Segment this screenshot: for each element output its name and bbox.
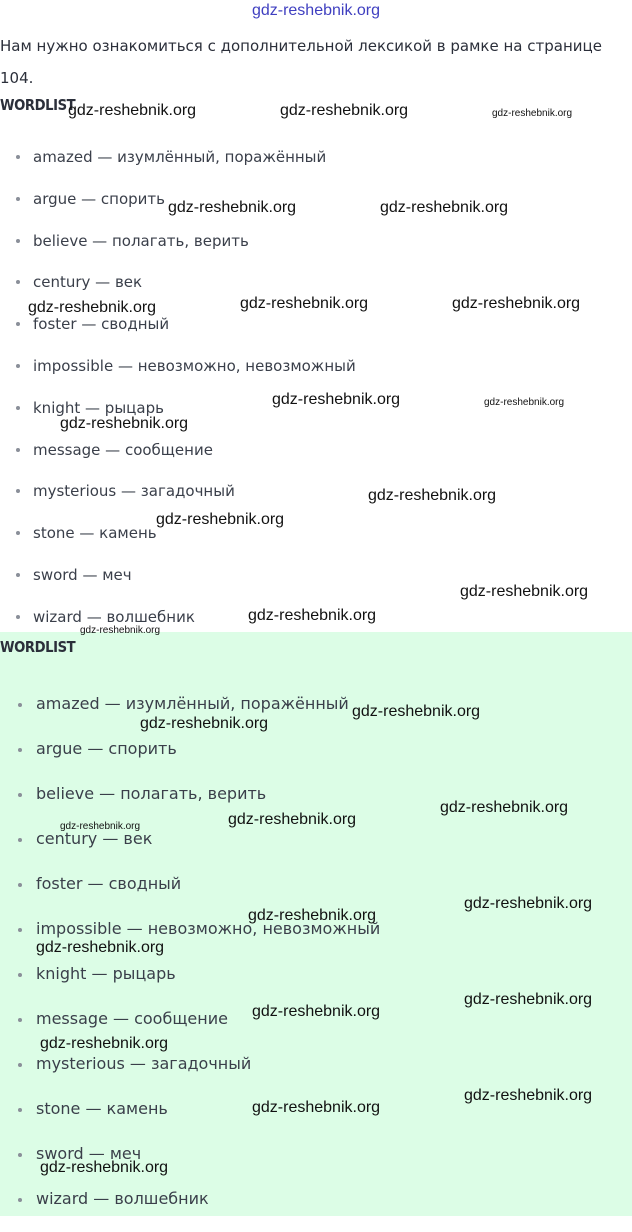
watermark: gdz-reshebnik.org	[40, 1159, 169, 1176]
bullet-icon	[18, 1063, 22, 1067]
bullet-icon	[18, 748, 22, 752]
bullet-icon	[18, 1108, 22, 1112]
list-item	[0, 145, 356, 187]
watermark: gdz-reshebnik.org	[240, 295, 369, 312]
list-item	[0, 1187, 380, 1232]
list-item-text: century — век	[33, 273, 143, 292]
bullet-icon	[16, 406, 20, 410]
list-item-text: foster — сводный	[33, 315, 170, 334]
list-item-text: foster — сводный	[36, 874, 182, 893]
list-item-text: mysterious — загадочный	[36, 1054, 252, 1073]
watermark: gdz-reshebnik.org	[80, 625, 161, 636]
bullet-icon	[18, 1018, 22, 1022]
watermark: gdz-reshebnik.org	[460, 583, 589, 600]
bullet-icon	[18, 973, 22, 977]
list-item-text: argue — спорить	[36, 739, 177, 758]
list-item	[0, 827, 380, 872]
bullet-icon	[18, 703, 22, 707]
watermark: gdz-reshebnik.org	[440, 799, 569, 816]
watermark: gdz-reshebnik.org	[452, 295, 581, 312]
list-item-text: message — сообщение	[36, 1009, 228, 1028]
watermark: gdz-reshebnik.org	[140, 715, 269, 732]
bullet-icon	[18, 793, 22, 797]
watermark: gdz-reshebnik.org	[380, 199, 509, 216]
bullet-icon	[16, 448, 20, 452]
watermark: gdz-reshebnik.org	[248, 607, 377, 624]
list-item	[0, 962, 380, 1007]
watermark: gdz-reshebnik.org	[228, 811, 357, 828]
watermark: gdz-reshebnik.org	[60, 821, 141, 832]
watermark: gdz-reshebnik.org	[60, 415, 189, 432]
list-item-text: impossible — невозможно, невозможный	[36, 919, 381, 938]
site-header-watermark: gdz-reshebnik.org	[251, 2, 381, 19]
bullet-icon	[16, 322, 20, 326]
bullet-icon	[16, 239, 20, 243]
watermark: gdz-reshebnik.org	[28, 299, 157, 316]
list-item	[0, 229, 356, 271]
watermark: gdz-reshebnik.org	[248, 907, 377, 924]
bullet-icon	[18, 928, 22, 932]
list-item-text: believe — полагать, верить	[33, 231, 249, 250]
bullet-icon	[16, 364, 20, 368]
list-item-text: sword — меч	[36, 1144, 142, 1163]
list-item	[0, 438, 356, 480]
list-item-text: message — сообщение	[33, 440, 213, 459]
watermark: gdz-reshebnik.org	[272, 391, 401, 408]
list-item	[0, 354, 356, 396]
bullet-icon	[18, 1153, 22, 1157]
list-item-text: believe — полагать, верить	[36, 784, 267, 803]
list-item-text: sword — меч	[33, 565, 132, 584]
bullet-icon	[18, 838, 22, 842]
watermark: gdz-reshebnik.org	[368, 487, 497, 504]
bullet-icon	[16, 573, 20, 577]
list-item	[0, 563, 356, 605]
bullet-icon	[16, 531, 20, 535]
list-item	[0, 737, 380, 782]
list-item-text: century — век	[36, 829, 153, 848]
watermark: gdz-reshebnik.org	[280, 102, 409, 119]
list-item-text: stone — камень	[33, 524, 157, 543]
list-item-text: wizard — волшебник	[36, 1189, 209, 1208]
list-item-text: impossible — невозможно, невозможный	[33, 356, 356, 375]
bullet-icon	[16, 280, 20, 284]
list-item-text: knight — рыцарь	[33, 398, 164, 417]
watermark: gdz-reshebnik.org	[464, 991, 593, 1008]
intro-text: Нам нужно ознакомиться с дополнительной лексикой в рамке на странице 104.	[0, 37, 602, 87]
watermark: gdz-reshebnik.org	[168, 199, 297, 216]
bullet-icon	[16, 489, 20, 493]
list-item-text: mysterious — загадочный	[33, 482, 235, 501]
wordlist-title: WORDLIST	[0, 96, 76, 114]
bullet-icon	[18, 1198, 22, 1202]
watermark: gdz-reshebnik.org	[484, 397, 565, 408]
bullet-icon	[16, 155, 20, 159]
watermark: gdz-reshebnik.org	[464, 1087, 593, 1104]
list-item	[0, 1052, 380, 1097]
list-item-text: argue — спорить	[33, 189, 165, 208]
watermark: gdz-reshebnik.org	[40, 1035, 169, 1052]
bullet-icon	[16, 197, 20, 201]
list-item-text: stone — камень	[36, 1099, 168, 1118]
list-item-text: amazed — изумлённый, поражённый	[36, 694, 349, 713]
wordlist	[0, 692, 380, 1232]
watermark: gdz-reshebnik.org	[156, 511, 285, 528]
wordlist-title: WORDLIST	[0, 638, 76, 656]
watermark: gdz-reshebnik.org	[492, 108, 573, 119]
bullet-icon	[18, 883, 22, 887]
list-item	[0, 312, 356, 354]
list-item-text: knight — рыцарь	[36, 964, 176, 983]
watermark: gdz-reshebnik.org	[252, 1099, 381, 1116]
watermark: gdz-reshebnik.org	[36, 939, 165, 956]
list-item-text: amazed — изумлённый, поражённый	[33, 148, 327, 166]
bullet-icon	[16, 615, 20, 619]
watermark: gdz-reshebnik.org	[68, 102, 197, 119]
watermark: gdz-reshebnik.org	[252, 1003, 381, 1020]
watermark: gdz-reshebnik.org	[464, 895, 593, 912]
list-item-text: wizard — волшебник	[33, 607, 195, 626]
watermark: gdz-reshebnik.org	[352, 703, 481, 720]
